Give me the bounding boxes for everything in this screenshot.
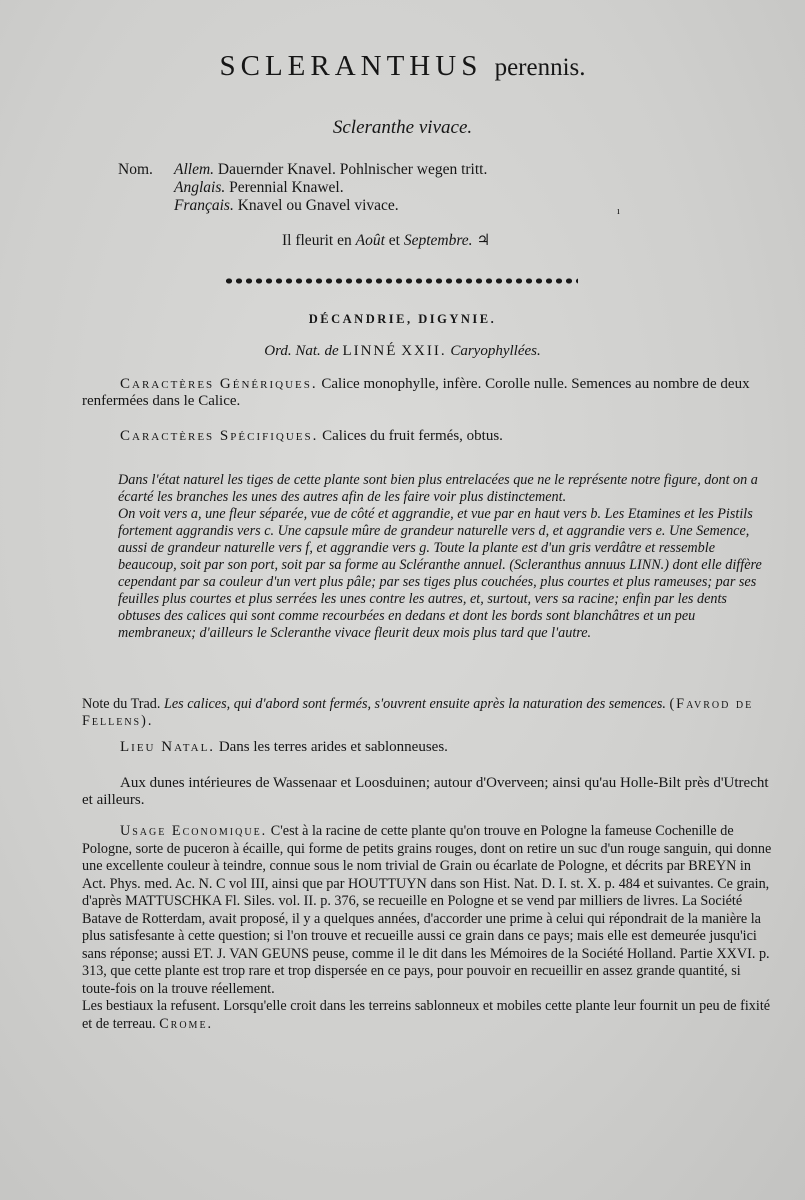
vernacular-name: Perennial Knawel. <box>229 179 344 196</box>
habitat-localities <box>82 775 772 809</box>
nomenclature <box>118 161 487 215</box>
french-name: Scleranthe vivace. <box>332 117 473 138</box>
nomenclature-row <box>118 197 487 215</box>
specific-text: Calices du fruit fermés, obtus. <box>322 428 503 444</box>
observation-paragraph: On voit vers a, une fleur séparée, vue de côté et aggrandie, et vue par en haut vers b. Les Etamines et les Pistils fortement aggrandis vers c. Une capsule mûre de grandeur naturelle vers d, et aggrandie vers e. Une Semence, aussi de grandeur naturelle vers f, et aggrandie vers g. Toute la plante est d'un gris verdâtre et ressemble beaucoup, soit par son port, soit par sa forme au Scléranthe annuel. (Scleranthus annuus LINN.) dont elle diffère cependant par sa couleur d'un vert plus pâle; par ses tiges plus couchées, plus courtes et plus rameuses; par ses feuilles plus courtes et plus serrées les unes contre les autres, et, surtout, vers sa racine; enfin par les dents obtuses des calices qui sont comme recourbées en dedans et dont les bords sont blanchâtres et un peu membraneux; d'ailleurs le Scleranthe vivace fleurit deux mois plus tard que l'autre. <box>118 506 762 641</box>
habitat-label: Lieu Natal. <box>120 739 216 755</box>
order-author: LINNÉ <box>342 343 398 359</box>
nomenclature-row <box>118 179 487 197</box>
month-september: Septembre. <box>403 232 473 249</box>
note-label: Note du Trad. <box>82 696 161 712</box>
note-text: Les calices, qui d'abord sont fermés, s'ouvrent ensuite après la naturation des semences. <box>163 696 666 712</box>
usage-label: Usage Economique. <box>120 823 268 839</box>
flowering-prefix: Il fleurit en <box>282 232 352 249</box>
linnaean-class: DÉCANDRIE, DIGYNIE. <box>308 312 497 326</box>
order-number: XXII. <box>401 343 447 359</box>
natural-order <box>0 343 805 360</box>
species-name: perennis. <box>494 54 586 81</box>
specific-characters <box>82 428 772 445</box>
ornamental-rule <box>224 277 578 285</box>
translator-note <box>82 696 772 730</box>
generic-text: Calice monophylle, infère. Corolle nulle. Semences au nombre de deux renfermées dans le Calice. <box>82 376 750 409</box>
vernacular-name: Knavel ou Gnavel vivace. <box>237 197 399 214</box>
order-prefix: Ord. Nat. de <box>264 343 339 359</box>
habitat <box>82 739 772 756</box>
language-label: Français. <box>174 197 234 214</box>
vernacular-name: Dauernder Knavel. Pohlnischer wegen tritt. <box>217 161 488 178</box>
nomenclature-row <box>118 161 487 179</box>
perennial-symbol: ♃ <box>476 232 491 249</box>
margin-mark: ı <box>617 206 620 217</box>
language-label: Anglais. <box>174 179 226 196</box>
usage-cattle-text: Les bestiaux la refusent. Lorsqu'elle croit dans les terreins sablonneux et mobiles cette plante leur fournit un peu de fixité et de terreau. <box>82 998 771 1032</box>
conjunction: et <box>388 232 400 249</box>
author-signature: Crome. <box>159 1015 214 1032</box>
usage-text: C'est à la racine de cette plante qu'on trouve en Pologne la fameuse Cochenille de Pologne, sorte de puceron à écaille, qui forme de petits grains rouges, dont on retire un suc d'un rouge sanguin, qui donne une excellente couleur à teindre, connue sous le nom trivial de Grain ou écarlate de Pologne, et décrits par BREYN in Act. Phys. med. Ac. N. C vol III, ainsi que par HOUTTUYN dans son Hist. Nat. D. I. st. X. p. 484 et suivantes. Ce grain, d'après MATTUSCHKA Fl. Siles. vol. II. p. 376, se recueille en Pologne et se vend par milliers de livres. La Société Batave de Rotterdam, avait proposé, il y a quelques années, d'accorder une prime à celui qui répondrait de la manière la plus satisfesante à cette question; si l'on trouve et recueille aussi ce grain dans ce pays; mais elle est demeurée jusqu'ici sans réponse; aussi ET. J. VAN GEUNS peuse, comme il le dit dans les Mémoires de la Société Holland. Partie XXVI. p. 313, que cette plante est trop rare et trop dispersée en ce pays, pour pouvoir en recueillir en assez grande quantité, si toute-fois on la trouve réellement. <box>82 823 772 997</box>
flowering-period <box>282 231 490 250</box>
specific-label: Caractères Spécifiques. <box>120 428 319 444</box>
nomenclature-label: Nom. <box>118 161 153 178</box>
habitat-detail: Aux dunes intérieures de Wassenaar et Loosduinen; autour d'Overveen; ainsi qu'au Holle-Bilt près d'Utrecht et ailleurs. <box>82 775 769 808</box>
genus-name: SCLERANTHUS <box>219 50 483 82</box>
month-august: Août <box>355 232 385 249</box>
economic-usage <box>82 823 772 1033</box>
page-title <box>0 50 805 83</box>
note-author: (Favrod de Fellens). <box>82 696 754 729</box>
observations <box>118 472 770 642</box>
order-family: Caryophyllées. <box>450 343 541 359</box>
generic-label: Caractères Génériques. <box>120 376 318 392</box>
generic-characters <box>82 376 772 410</box>
language-label: Allem. <box>174 161 215 178</box>
observation-paragraph: Dans l'état naturel les tiges de cette plante sont bien plus entrelacées que ne le représente notre figure, dont on a écarté les branches les unes des autres afin de les faire voir plus distinctement. <box>118 472 758 505</box>
habitat-text: Dans les terres arides et sablonneuses. <box>218 739 448 755</box>
